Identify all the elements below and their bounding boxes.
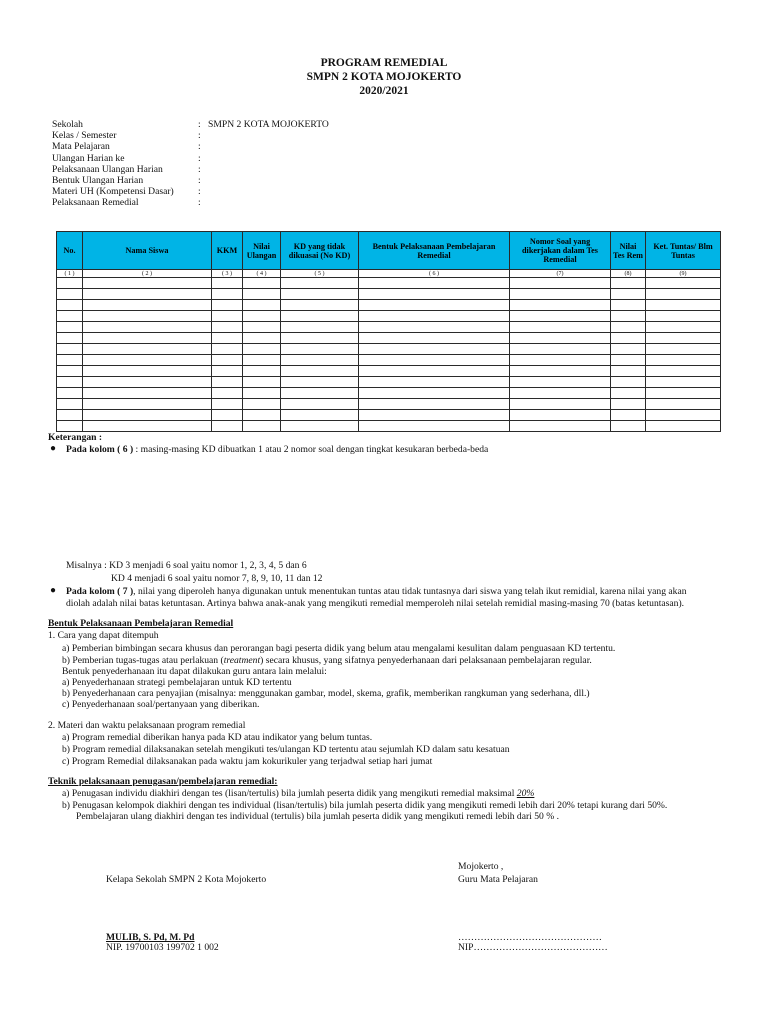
table-cell[interactable] [359,366,510,377]
table-cell[interactable] [57,355,83,366]
table-row [57,377,721,388]
table-cell[interactable] [646,388,721,399]
table-cell[interactable] [281,355,359,366]
table-cell[interactable] [57,344,83,355]
table-cell[interactable] [510,410,611,421]
table-row [57,355,721,366]
bentuk-note: Bentuk penyederhanaan itu dapat dilakukan guru antara lain melalui: [62,666,327,677]
table-cell[interactable] [281,300,359,311]
bentuk-point-2: 2. Materi dan waktu pelaksanaan program remedial [48,720,246,731]
col-number: (7) [510,270,611,278]
col-header-nilai-tes-rem: Nilai Tes Rem [611,232,646,270]
table-cell[interactable] [83,421,212,432]
table-cell[interactable] [212,344,243,355]
table-cell[interactable] [83,300,212,311]
table-cell[interactable] [281,333,359,344]
table-cell[interactable] [212,333,243,344]
table-cell[interactable] [611,278,646,289]
table-cell[interactable] [510,344,611,355]
col-header-nomor-soal: Nomor Soal yang dikerjakan dalam Tes Remedial [510,232,611,270]
table-cell[interactable] [281,388,359,399]
table-cell[interactable] [646,311,721,322]
table-cell[interactable] [83,388,212,399]
table-cell[interactable] [646,410,721,421]
bentuk-1a: a) Pemberian bimbingan secara khusus dan perorangan bagi peserta didik yang belum atau mengalami kesulitan dalam penguasaan KD tertentu. [62,643,616,654]
table-cell[interactable] [83,399,212,410]
table-cell[interactable] [281,344,359,355]
table-row [57,399,721,410]
info-label: Mata Pelajaran [52,141,110,153]
table-cell[interactable] [611,366,646,377]
col-header-nilai-ulangan: Nilai Ulangan [243,232,281,270]
table-cell[interactable] [646,366,721,377]
table-cell[interactable] [359,344,510,355]
signature-right-name: ……………………………………… [458,932,602,943]
school-heading: SMPN 2 KOTA MOJOKERTO [306,71,462,83]
table-cell[interactable] [359,355,510,366]
table-cell[interactable] [243,333,281,344]
table-cell[interactable] [359,388,510,399]
table-cell[interactable] [57,289,83,300]
table-cell[interactable] [646,289,721,300]
info-label: Pelaksanaan Remedial [52,197,139,209]
table-cell[interactable] [243,278,281,289]
table-cell[interactable] [359,278,510,289]
table-row [57,300,721,311]
col-header-kd-tidak-dikuasai: KD yang tidak dikuasai (No KD) [281,232,359,270]
bentuk-2a: a) Program remedial diberikan hanya pada KD atau indikator yang belum tuntas. [62,732,373,743]
table-cell[interactable] [611,289,646,300]
signature-right-nip: NIP…………………………………… [458,942,608,953]
col-number: (8) [611,270,646,278]
table-cell[interactable] [212,311,243,322]
remedial-table [56,231,721,432]
table-cell[interactable] [510,300,611,311]
misalnya-line-1: Misalnya : KD 3 menjadi 6 soal yaitu nomor 1, 2, 3, 4, 5 dan 6 [66,560,307,571]
teknik-c: Pembelajaran ulang diakhiri dengan tes individual (tertulis) bila jumlah peserta didik yang mengikuti remedi lebih dari 50 % . [76,811,560,822]
table-cell[interactable] [212,355,243,366]
table-cell[interactable] [646,344,721,355]
col-header-no: No. [57,232,83,270]
table-cell[interactable] [611,377,646,388]
bentuk-heading: Bentuk Pelaksanaan Pembelajaran Remedial [48,618,234,629]
table-cell[interactable] [510,421,611,432]
table-cell[interactable] [57,366,83,377]
table-cell[interactable] [510,377,611,388]
table-cell[interactable] [212,421,243,432]
table-cell[interactable] [281,377,359,388]
table-cell[interactable] [281,399,359,410]
table-cell[interactable] [281,289,359,300]
table-cell[interactable] [359,333,510,344]
table-cell[interactable] [281,311,359,322]
table-cell[interactable] [57,410,83,421]
table-row [57,278,721,289]
signature-left-name: MULIB, S. Pd, M. Pd [106,932,195,943]
table-cell[interactable] [281,322,359,333]
table-cell[interactable] [281,410,359,421]
keterangan-item-1: Pada kolom ( 6 ) : masing-masing KD dibuatkan 1 atau 2 nomor soal dengan tingkat kesukaran berbeda-beda [66,444,489,455]
col-header-nama-siswa: Nama Siswa [83,232,212,270]
col-number: ( 6 ) [359,270,510,278]
col-header-kkm: KKM [212,232,243,270]
table-cell[interactable] [281,278,359,289]
table-cell[interactable] [611,311,646,322]
table-row [57,322,721,333]
table-cell[interactable] [212,399,243,410]
table-cell[interactable] [243,377,281,388]
info-value: SMPN 2 KOTA MOJOKERTO [208,119,329,130]
signature-right-title: Guru Mata Pelajaran [458,874,538,885]
table-cell[interactable] [212,289,243,300]
table-cell[interactable] [611,333,646,344]
table-row [57,289,721,300]
col-number: (9) [646,270,721,278]
table-cell[interactable] [83,311,212,322]
table-cell[interactable] [212,377,243,388]
table-cell[interactable] [243,344,281,355]
table-cell[interactable] [83,355,212,366]
info-label: Sekolah [52,119,83,130]
table-cell[interactable] [510,399,611,410]
teknik-a: a) Penugasan individu diakhiri dengan tes (lisan/tertulis) bila jumlah peserta didik yang mengikuti remedial maksimal 20% [62,788,535,799]
table-cell[interactable] [212,300,243,311]
table-cell[interactable] [281,366,359,377]
table-cell[interactable] [510,388,611,399]
table-cell[interactable] [212,322,243,333]
table-row [57,344,721,355]
table-cell[interactable] [611,421,646,432]
table-cell[interactable] [57,399,83,410]
table-cell[interactable] [611,410,646,421]
table-cell[interactable] [611,344,646,355]
misalnya-line-2: KD 4 menjadi 6 soal yaitu nomor 7, 8, 9, 10, 11 dan 12 [111,573,323,584]
info-colon: : [198,186,201,198]
table-cell[interactable] [57,300,83,311]
table-cell[interactable] [611,388,646,399]
table-cell[interactable] [83,278,212,289]
keterangan-item-2-cont: diolah adalah nilai batas ketuntasan. Artinya bahwa anak-anak yang mengikuti remedial memperoleh nilai setelah remidial masing-masing 70 (batas ketuntasan). [66,598,685,609]
col-header-bentuk-pelaksanaan: Bentuk Pelaksanaan Pembelajaran Remedial [359,232,510,270]
table-cell[interactable] [359,322,510,333]
column-number-row [57,270,721,278]
table-cell[interactable] [212,366,243,377]
signature-left-nip: NIP. 19700103 199702 1 002 [106,942,219,953]
table-cell[interactable] [212,388,243,399]
table-row [57,333,721,344]
table-cell[interactable] [83,289,212,300]
table-cell[interactable] [359,421,510,432]
table-cell[interactable] [57,278,83,289]
table-cell[interactable] [83,344,212,355]
table-cell[interactable] [83,366,212,377]
table-row [57,410,721,421]
table-cell[interactable] [243,300,281,311]
signature-left-title: Kelapa Sekolah SMPN 2 Kota Mojokerto [106,874,267,885]
info-label: Materi UH (Kompetensi Dasar) [52,186,174,198]
table-cell[interactable] [646,421,721,432]
table-cell[interactable] [359,410,510,421]
signature-place: Mojokerto , [458,861,504,872]
table-cell[interactable] [243,322,281,333]
table-cell[interactable] [510,333,611,344]
col-number: ( 1 ) [57,270,83,278]
col-number: ( 3 ) [212,270,243,278]
col-header-ket-tuntas: Ket. Tuntas/ Blm Tuntas [646,232,721,270]
table-cell[interactable] [281,421,359,432]
table-cell[interactable] [243,289,281,300]
table-cell[interactable] [510,322,611,333]
col-number: ( 2 ) [83,270,212,278]
table-cell[interactable] [83,377,212,388]
table-cell[interactable] [243,366,281,377]
bentuk-point-1: 1. Cara yang dapat ditempuh [48,630,159,641]
table-cell[interactable] [646,322,721,333]
bentuk-2c: c) Program Remedial dilaksanakan pada waktu jam kokurikuler yang terjadwal setiap hari jumat [62,756,433,767]
teknik-heading: Teknik pelaksanaan penugasan/pembelajaran remedial: [48,776,278,787]
keterangan-heading: Keterangan : [48,432,103,443]
table-cell[interactable] [57,322,83,333]
table-cell[interactable] [57,421,83,432]
table-cell[interactable] [83,322,212,333]
table-cell[interactable] [611,355,646,366]
info-colon: : [198,119,201,130]
table-cell[interactable] [510,355,611,366]
table-cell[interactable] [212,278,243,289]
col-number: ( 4 ) [243,270,281,278]
table-cell[interactable] [510,289,611,300]
table-cell[interactable] [646,278,721,289]
table-row [57,366,721,377]
table-cell[interactable] [611,300,646,311]
table-cell[interactable] [646,300,721,311]
table-cell[interactable] [57,311,83,322]
info-label: Pelaksanaan Ulangan Harian [52,163,163,175]
info-label: Bentuk Ulangan Harian [52,175,144,186]
table-cell[interactable] [510,311,611,322]
bentuk-1c2: c) Penyederhanaan soal/pertanyaan yang diberikan. [62,699,260,710]
bentuk-1a2: a) Penyederhanaan strategi pembelajaran untuk KD tertentu [62,677,292,688]
bentuk-1b: b) Pemberian tugas-tugas atau perlakuan (treatment) secara khusus, yang sifatnya penyederhanaan dari pelaksanaan pembelajaran regular. [62,655,592,666]
table-cell[interactable] [359,377,510,388]
info-colon: : [198,175,201,186]
table-cell[interactable] [646,399,721,410]
info-label: Ulangan Harian ke [52,152,125,164]
table-cell[interactable] [611,399,646,410]
table-cell[interactable] [57,333,83,344]
table-cell[interactable] [243,421,281,432]
table-row [57,311,721,322]
info-label: Kelas / Semester [52,130,117,142]
info-colon: : [198,197,201,209]
col-number: ( 5 ) [281,270,359,278]
table-cell[interactable] [646,355,721,366]
info-colon: : [198,152,201,164]
table-cell[interactable] [646,377,721,388]
bentuk-2b: b) Program remedial dilaksanakan setelah mengikuti tes/ulangan KD tertentu atau sejumlah KD dalam satu kesatuan [62,744,510,755]
bentuk-1b2: b) Penyederhanaan cara penyajian (misalnya: menggunakan gambar, model, skema, grafik, memberikan rangkuman yang sederhana, dll.) [62,688,590,699]
table-row [57,388,721,399]
keterangan-item-2: Pada kolom ( 7 ), nilai yang diperoleh hanya digunakan untuk menentukan tuntas atau tidak tuntasnya dari siswa yang telah ikut remidial, karena nilai yang akan [66,586,687,597]
table-row [57,421,721,432]
bullet-icon: ● [50,443,57,454]
table-cell[interactable] [243,355,281,366]
table-cell[interactable] [359,399,510,410]
table-cell[interactable] [611,322,646,333]
table-cell[interactable] [243,410,281,421]
table-cell[interactable] [510,278,611,289]
teknik-b: b) Penugasan kelompok diakhiri dengan tes individual (lisan/tertulis) bila jumlah peserta didik yang mengikuti remedi lebih dari 20% tetapi kurang dari 50%. [62,800,668,811]
table-cell[interactable] [359,311,510,322]
table-cell[interactable] [510,366,611,377]
table-cell[interactable] [57,388,83,399]
table-cell[interactable] [212,410,243,421]
table-header-row [57,232,721,270]
table-cell[interactable] [359,300,510,311]
info-colon: : [198,130,201,142]
table-cell[interactable] [243,399,281,410]
info-colon: : [198,163,201,175]
table-cell[interactable] [243,388,281,399]
table-cell[interactable] [243,311,281,322]
table-cell[interactable] [359,289,510,300]
table-cell[interactable] [646,333,721,344]
info-colon: : [198,141,201,153]
year-heading: 2020/2021 [359,85,409,97]
table-cell[interactable] [83,333,212,344]
page-title: PROGRAM REMEDIAL [320,57,448,69]
bullet-icon: ● [50,585,57,596]
table-cell[interactable] [83,410,212,421]
table-cell[interactable] [57,377,83,388]
